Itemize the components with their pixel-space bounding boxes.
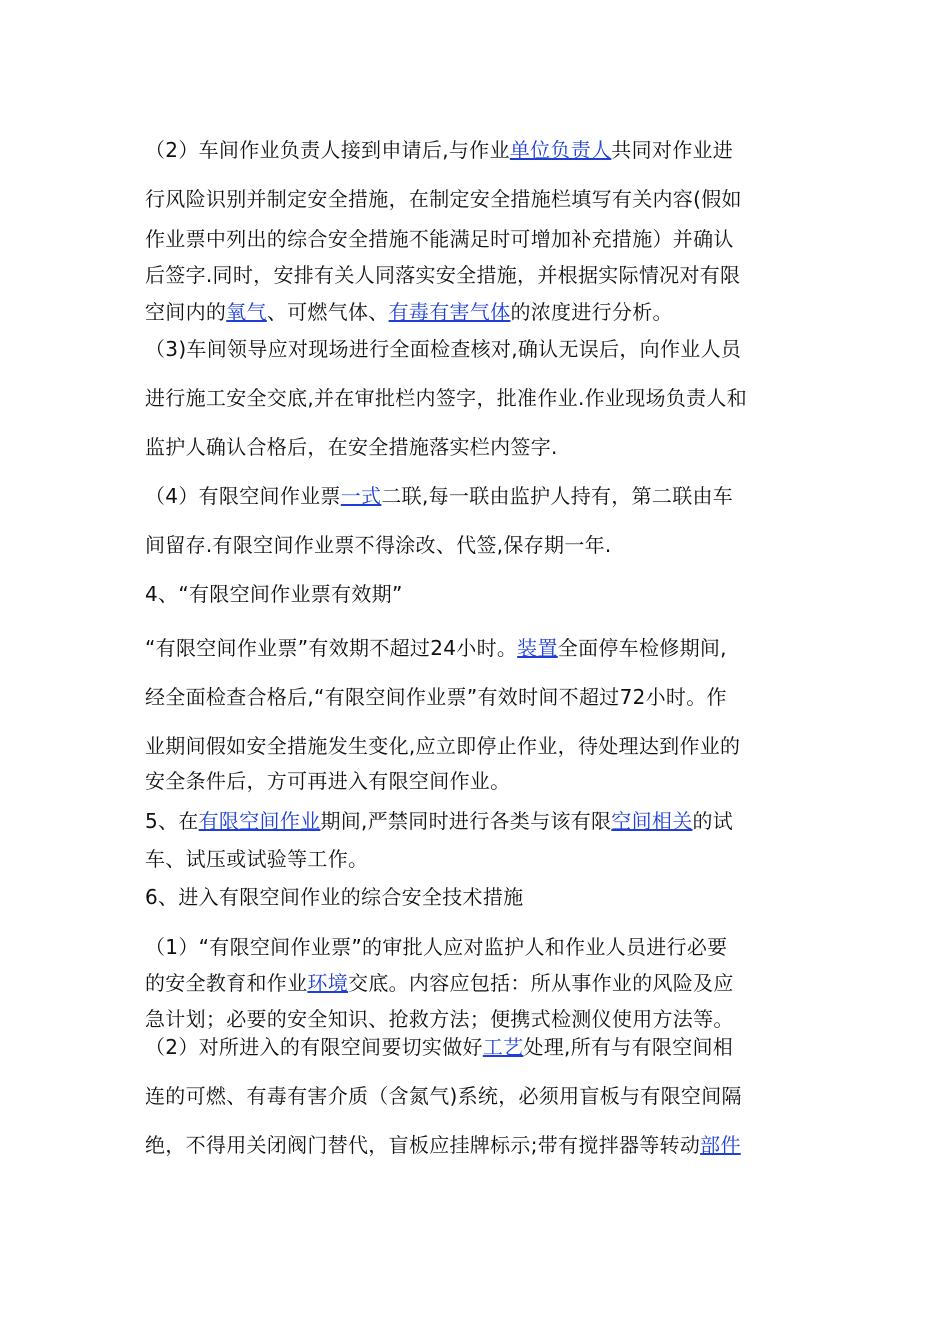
text-run: 交底。内容应包括：所从事作业的风险及应: [348, 971, 734, 995]
text-run: 监护人确认合格后，在安全措施落实栏内签字.: [145, 435, 558, 459]
text-line: [145, 262, 740, 288]
text-line: [145, 934, 727, 960]
text-run: （3)车间领导应对现场进行全面检查核对,确认无误后，向作业人员: [145, 337, 742, 361]
text-run: 期间,严禁同时进行各类与该有限: [320, 809, 612, 833]
hyperlink[interactable]: 工艺: [482, 1035, 524, 1059]
text-line: [145, 808, 733, 834]
text-run: “有限空间作业票”有效期不超过24小时。: [145, 636, 518, 660]
text-line: [145, 336, 741, 362]
text-run: （4）有限空间作业票: [145, 484, 341, 508]
text-run: 空间内的: [145, 300, 227, 324]
text-line: [145, 1083, 742, 1109]
text-run: 连的可燃、有毒有害介质（含氮气)系统，必须用盲板与有限空间隔: [145, 1084, 742, 1108]
text-line: [145, 226, 734, 252]
text-run: 5、在: [145, 809, 199, 833]
text-line: [145, 532, 612, 558]
text-run: （2）车间作业负责人接到申请后,与作业: [145, 138, 510, 162]
text-line: [145, 434, 558, 460]
text-line: [145, 385, 747, 411]
hyperlink[interactable]: 部件: [700, 1133, 741, 1157]
text-run: （1）“有限空间作业票”的审批人应对监护人和作业人员进行必要: [145, 935, 728, 959]
hyperlink[interactable]: 一式: [340, 484, 382, 508]
text-line: [145, 483, 733, 509]
text-run: 进行施工安全交底,并在审批栏内签字，批准作业.作业现场负责人和: [145, 386, 748, 410]
text-run: 业期间假如安全措施发生变化,应立即停止作业，待处理达到作业的: [145, 734, 741, 758]
text-line: [145, 1132, 741, 1158]
text-run: 、可燃气体、: [266, 300, 389, 324]
text-run: 4、“有限空间作业票有效期”: [145, 582, 403, 606]
text-line: [145, 733, 740, 759]
text-run: 急计划；必要的安全知识、抢救方法；便携式检测仪使用方法等。: [145, 1007, 734, 1031]
hyperlink[interactable]: 有限空间作业: [198, 809, 321, 833]
text-run: 6、进入有限空间作业的综合安全技术措施: [145, 885, 524, 909]
text-line: [145, 299, 673, 325]
text-line: [145, 768, 510, 794]
text-line: [145, 581, 403, 607]
text-run: 安全条件后，方可再进入有限空间作业。: [145, 769, 511, 793]
text-run: 共同对作业进: [611, 138, 734, 162]
hyperlink[interactable]: 环境: [307, 971, 349, 995]
hyperlink[interactable]: 单位负责人: [509, 138, 612, 162]
text-line: [145, 684, 727, 710]
text-run: 的试: [692, 809, 734, 833]
text-run: 行风险识别并制定安全措施，在制定安全措施栏填写有关内容(假如: [145, 187, 742, 211]
text-line: [145, 846, 368, 872]
text-run: 绝，不得用关闭阀门替代，盲板应挂牌标示;带有搅拌器等转动: [145, 1133, 701, 1157]
text-run: 二联,每一联由监护人持有，第二联由车: [381, 484, 734, 508]
text-line: [145, 137, 733, 163]
text-run: 车、试压或试验等工作。: [145, 847, 369, 871]
text-run: 后签字.同时，安排有关人同落实安全措施，并根据实际情况对有限: [145, 263, 741, 287]
text-line: [145, 186, 742, 212]
hyperlink[interactable]: 空间相关: [611, 809, 693, 833]
text-run: 的浓度进行分析。: [510, 300, 673, 324]
text-run: 间留存.有限空间作业票不得涂改、代签,保存期一年.: [145, 533, 612, 557]
text-line: [145, 970, 734, 996]
text-line: [145, 635, 727, 661]
text-run: 的安全教育和作业: [145, 971, 308, 995]
text-run: （2）对所进入的有限空间要切实做好: [145, 1035, 483, 1059]
text-line: [145, 1006, 734, 1032]
hyperlink[interactable]: 氧气: [226, 300, 267, 324]
text-run: 经全面检查合格后,“有限空间作业票”有效时间不超过72小时。作: [145, 685, 727, 709]
text-run: 处理,所有与有限空间相: [523, 1035, 734, 1059]
text-line: [145, 884, 523, 910]
hyperlink[interactable]: 装置: [517, 636, 558, 660]
text-line: [145, 1034, 733, 1060]
hyperlink[interactable]: 有毒有害气体: [388, 300, 511, 324]
text-run: 全面停车检修期间,: [557, 636, 727, 660]
text-run: 作业票中列出的综合安全措施不能满足时可增加补充措施）并确认: [145, 227, 734, 251]
